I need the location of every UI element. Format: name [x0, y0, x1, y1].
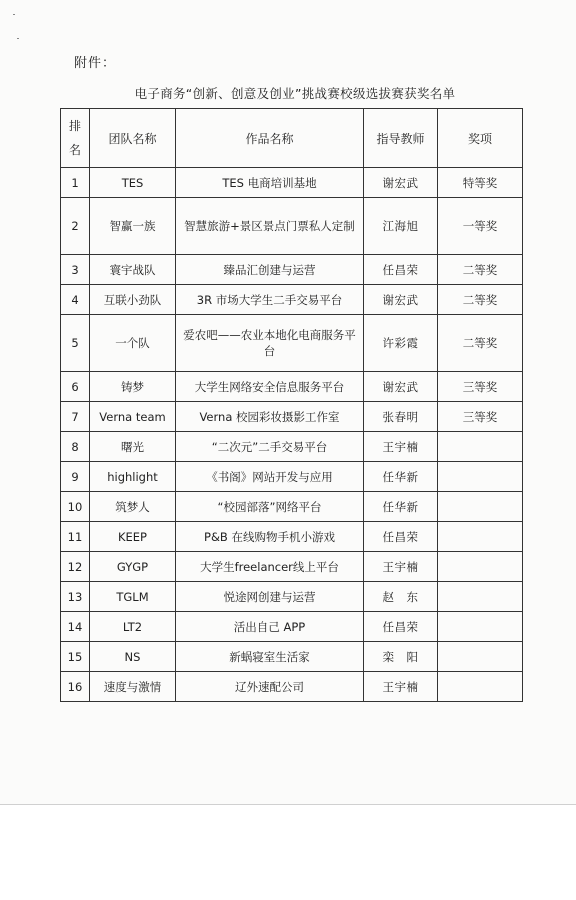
table-row — [61, 612, 523, 642]
table-row — [61, 492, 523, 522]
scan-speck — [17, 38, 19, 39]
teacher-cell: 任华新 — [364, 492, 438, 522]
rank-cell: 16 — [61, 672, 90, 702]
work-cell: Verna 校园彩妆摄影工作室 — [176, 402, 364, 432]
teacher-cell: 任华新 — [364, 462, 438, 492]
work-cell: 大学生网络安全信息服务平台 — [176, 372, 364, 402]
work-cell: “校园部落”网络平台 — [176, 492, 364, 522]
award-cell — [438, 432, 523, 462]
work-cell: 臻品汇创建与运营 — [176, 255, 364, 285]
rank-cell: 6 — [61, 372, 90, 402]
teacher-cell: 任昌荣 — [364, 255, 438, 285]
award-cell — [438, 462, 523, 492]
award-cell — [438, 612, 523, 642]
award-cell: 二等奖 — [438, 255, 523, 285]
work-cell: 爱农吧——农业本地化电商服务平台 — [176, 315, 364, 372]
work-cell: 《书阁》网站开发与应用 — [176, 462, 364, 492]
header-award: 奖项 — [438, 109, 523, 168]
teacher-cell: 任昌荣 — [364, 522, 438, 552]
teacher-cell: 栾 阳 — [364, 642, 438, 672]
rank-cell: 2 — [61, 198, 90, 255]
award-cell — [438, 522, 523, 552]
team-cell: 互联小劲队 — [90, 285, 176, 315]
rank-cell: 10 — [61, 492, 90, 522]
work-cell: 大学生freelancer线上平台 — [176, 552, 364, 582]
table-row — [61, 552, 523, 582]
work-cell: 悦途网创建与运营 — [176, 582, 364, 612]
rank-cell: 13 — [61, 582, 90, 612]
table-row — [61, 198, 523, 255]
table-row — [61, 672, 523, 702]
rank-cell: 15 — [61, 642, 90, 672]
teacher-cell: 谢宏武 — [364, 168, 438, 198]
table-row — [61, 402, 523, 432]
teacher-cell: 谢宏武 — [364, 372, 438, 402]
team-cell: 筑梦人 — [90, 492, 176, 522]
attachment-label: 附件： — [74, 56, 117, 71]
rank-cell: 3 — [61, 255, 90, 285]
scan-speck — [13, 14, 15, 15]
award-cell: 三等奖 — [438, 372, 523, 402]
table-row — [61, 285, 523, 315]
rank-cell: 14 — [61, 612, 90, 642]
award-cell: 二等奖 — [438, 285, 523, 315]
table-row — [61, 432, 523, 462]
team-cell: LT2 — [90, 612, 176, 642]
header-work: 作品名称 — [176, 109, 364, 168]
team-cell: 一个队 — [90, 315, 176, 372]
award-cell: 二等奖 — [438, 315, 523, 372]
table-row — [61, 372, 523, 402]
table-row — [61, 168, 523, 198]
award-cell: 特等奖 — [438, 168, 523, 198]
team-cell: KEEP — [90, 522, 176, 552]
award-table — [60, 108, 523, 702]
work-cell: 3R 市场大学生二手交易平台 — [176, 285, 364, 315]
table-row — [61, 522, 523, 552]
rank-cell: 4 — [61, 285, 90, 315]
team-cell: 铸梦 — [90, 372, 176, 402]
work-cell: P&B 在线购物手机小游戏 — [176, 522, 364, 552]
table-row — [61, 642, 523, 672]
teacher-cell: 王宇楠 — [364, 552, 438, 582]
header-team: 团队名称 — [90, 109, 176, 168]
header-row — [61, 109, 523, 168]
rank-cell: 1 — [61, 168, 90, 198]
document-title: 电子商务“创新、创意及创业”挑战赛校级选拔赛获奖名单 — [134, 86, 456, 101]
teacher-cell: 王宇楠 — [364, 432, 438, 462]
award-cell — [438, 672, 523, 702]
team-cell: 智赢一族 — [90, 198, 176, 255]
award-cell: 三等奖 — [438, 402, 523, 432]
rank-cell: 12 — [61, 552, 90, 582]
work-cell: “二次元”二手交易平台 — [176, 432, 364, 462]
teacher-cell: 江海旭 — [364, 198, 438, 255]
team-cell: TES — [90, 168, 176, 198]
teacher-cell: 张春明 — [364, 402, 438, 432]
team-cell: 寰宇战队 — [90, 255, 176, 285]
table-row — [61, 255, 523, 285]
rank-cell: 7 — [61, 402, 90, 432]
table-row — [61, 582, 523, 612]
work-cell: 辽外速配公司 — [176, 672, 364, 702]
team-cell: GYGP — [90, 552, 176, 582]
award-cell: 一等奖 — [438, 198, 523, 255]
table-row — [61, 462, 523, 492]
team-cell: Verna team — [90, 402, 176, 432]
rank-cell: 11 — [61, 522, 90, 552]
team-cell: NS — [90, 642, 176, 672]
award-cell — [438, 582, 523, 612]
teacher-cell: 许彩霞 — [364, 315, 438, 372]
team-cell: 曙光 — [90, 432, 176, 462]
team-cell: 速度与激情 — [90, 672, 176, 702]
rank-cell: 8 — [61, 432, 90, 462]
award-cell — [438, 492, 523, 522]
teacher-cell: 任昌荣 — [364, 612, 438, 642]
work-cell: TES 电商培训基地 — [176, 168, 364, 198]
work-cell: 新蜗寝室生活家 — [176, 642, 364, 672]
header-teacher: 指导教师 — [364, 109, 438, 168]
teacher-cell: 王宇楠 — [364, 672, 438, 702]
teacher-cell: 赵 东 — [364, 582, 438, 612]
award-cell — [438, 642, 523, 672]
team-cell: TGLM — [90, 582, 176, 612]
work-cell: 智慧旅游+景区景点门票私人定制 — [176, 198, 364, 255]
work-cell: 活出自己 APP — [176, 612, 364, 642]
header-rank: 排名 — [61, 109, 90, 168]
table-row — [61, 315, 523, 372]
rank-cell: 5 — [61, 315, 90, 372]
teacher-cell: 谢宏武 — [364, 285, 438, 315]
award-cell — [438, 552, 523, 582]
rank-cell: 9 — [61, 462, 90, 492]
team-cell: highlight — [90, 462, 176, 492]
